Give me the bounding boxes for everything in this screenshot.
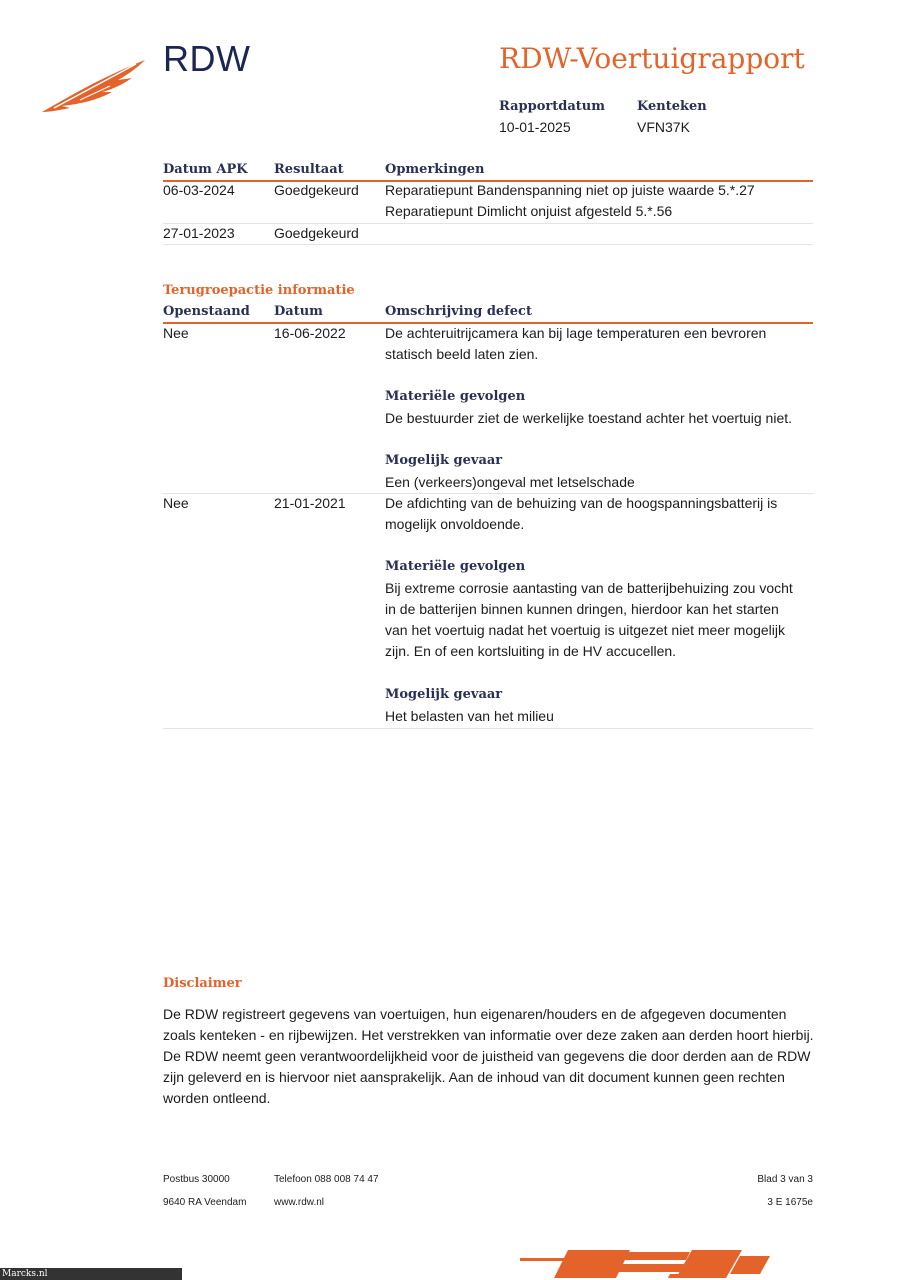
table-row-result: Goedgekeurd (274, 182, 359, 198)
disclaimer-title: Disclaimer (163, 976, 242, 991)
footer-postbus: Postbus 30000 (163, 1174, 230, 1185)
logo-text: RDW (163, 38, 251, 79)
recall-col-open: Openstaand (163, 304, 250, 319)
recall-date: 16-06-2022 (274, 325, 346, 341)
recall-open: Nee (163, 325, 189, 341)
apk-col-remarks: Opmerkingen (385, 162, 485, 177)
material-consequences-text: De bestuurder ziet de werkelijke toestand achter het voertuig niet. (385, 410, 793, 426)
watermark-text: Marcks.nl (2, 1269, 48, 1279)
table-row-result: Goedgekeurd (274, 225, 359, 241)
license-plate-label: Kenteken (637, 99, 707, 114)
recall-section-title: Terugroepactie informatie (163, 283, 355, 298)
possible-danger-text: Het belasten van het milieu (385, 708, 554, 724)
material-consequences-label: Materiële gevolgen (385, 389, 526, 404)
possible-danger-label: Mogelijk gevaar (385, 687, 503, 702)
disclaimer-text: De RDW registreert gegevens van voertuigen, hun eigenaren/houders en de afgegeven documenten zoals kenteken - en rijbewijzen. Het verstrekken van informatie over deze zaken aan derden hoort hierbij. De RDW neemt geen verantwoordelijkheid voor de juistheid van gegevens die door derden aan de RDW zijn geleverd en is hiervoor niet aansprakelijk. Aan de inhoud van dit document kunnen geen rechten worden ontleend. (163, 1006, 814, 1106)
recall-col-description: Omschrijving defect (385, 304, 532, 319)
table-row-remark: Reparatiepunt Bandenspanning niet op juiste waarde 5.*.27 (385, 182, 755, 198)
table-row-remark: Reparatiepunt Dimlicht onjuist afgesteld 5.*.56 (385, 203, 673, 219)
possible-danger-label: Mogelijk gevaar (385, 453, 503, 468)
table-row-date: 06-03-2024 (163, 182, 235, 198)
possible-danger-text: Een (verkeers)ongeval met letselschade (385, 474, 635, 490)
table-row-date: 27-01-2023 (163, 225, 235, 241)
footer-page-number: Blad 3 van 3 (757, 1174, 813, 1185)
footer-document-code: 3 E 1675e (767, 1197, 813, 1208)
recall-open: Nee (163, 495, 189, 511)
report-date-value: 10-01-2025 (499, 119, 571, 135)
footer-city: 9640 RA Veendam (163, 1197, 247, 1208)
license-plate-value: VFN37K (637, 119, 690, 135)
footer-stripes-graphic (520, 1244, 904, 1280)
footer-phone: Telefoon 088 008 74 47 (274, 1174, 379, 1185)
recall-col-date: Datum (274, 304, 323, 319)
row-divider (163, 223, 813, 224)
rdw-feather-logo (40, 56, 150, 116)
page-title: RDW-Voertuigrapport (499, 42, 805, 75)
recall-description: De achteruitrijcamera kan bij lage temperaturen een bevroren statisch beeld laten zien. (385, 325, 767, 362)
apk-col-date: Datum APK (163, 162, 248, 177)
material-consequences-label: Materiële gevolgen (385, 559, 526, 574)
recall-date: 21-01-2021 (274, 495, 346, 511)
material-consequences-text: Bij extreme corrosie aantasting van de batterijbehuizing zou vocht in de batterijen binnen kunnen dringen, hierdoor kan het starten van het voertuig nadat het voertuig is uitgezet niet meer mogelijk zijn. En of een kortsluiting in de HV accucellen. (385, 580, 793, 659)
apk-col-result: Resultaat (274, 162, 344, 177)
recall-description: De afdichting van de behuizing van de hoogspanningsbatterij is mogelijk onvoldoende. (385, 495, 778, 532)
report-date-label: Rapportdatum (499, 99, 605, 114)
row-divider (163, 244, 813, 245)
footer-web-link[interactable]: www.rdw.nl (274, 1197, 325, 1208)
row-divider (163, 728, 813, 729)
